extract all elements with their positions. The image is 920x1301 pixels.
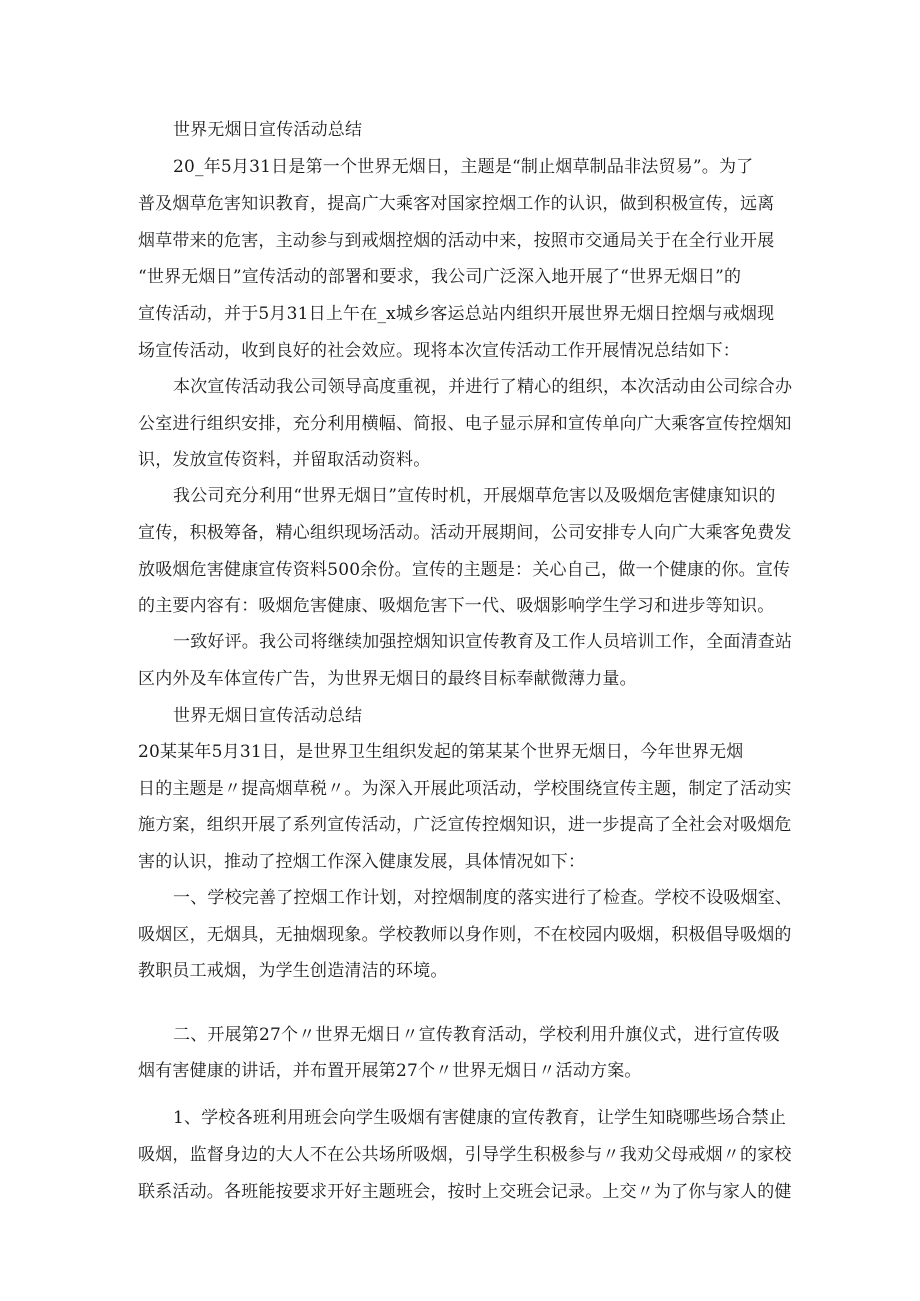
text-line: 害的认识，推动了控烟工作深入健康发展，具体情况如下： bbox=[138, 852, 586, 872]
text-line: 宣传活动，并于5月31日上午在_x城乡客运总站内组织开展世界无烟日控烟与戒烟现 bbox=[138, 304, 775, 324]
text-line: 识，发放宣传资料，并留取活动资料。 bbox=[138, 450, 431, 470]
text-line: 普及烟草危害知识教育，提高广大乘客对国家控烟工作的认识，做到积极宣传，远离 bbox=[138, 194, 775, 214]
text-line: 场宣传活动，收到良好的社会效应。现将本次宣传活动工作开展情况总结如下： bbox=[138, 341, 740, 361]
text-line: 一、学校完善了控烟工作计划，对控烟制度的落实进行了检查。学校不设吸烟室、 bbox=[173, 888, 793, 908]
text-line: 我公司充分利用“世界无烟日”宣传时机，开展烟草危害以及吸烟危害健康知识的 bbox=[173, 486, 776, 506]
text-line: 吸烟区，无烟具，无抽烟现象。学校教师以身作则，不在校园内吸烟，积极倡导吸烟的 bbox=[138, 925, 792, 945]
text-line: 日的主题是〃提高烟草税〃。为深入开展此项活动，学校围绕宣传主题，制定了活动实 bbox=[138, 779, 792, 799]
section-heading: 世界无烟日宣传活动总结 bbox=[173, 706, 363, 726]
text-line: 20_年5月31日是第一个世界无烟日，主题是“制止烟草制品非法贸易”。为了 bbox=[173, 157, 754, 177]
document-title: 世界无烟日宣传活动总结 bbox=[173, 120, 363, 140]
text-line: 1、学校各班利用班会向学生吸烟有害健康的宣传教育，让学生知晓哪些场合禁止 bbox=[173, 1108, 787, 1128]
text-line: 烟有害健康的讲话，并布置开展第27个〃世界无烟日〃活动方案。 bbox=[138, 1061, 642, 1081]
text-line: 吸烟，监督身边的大人不在公共场所吸烟，引导学生积极参与〃我劝父母戒烟〃的家校 bbox=[138, 1145, 792, 1165]
text-line: 20某某年5月31日，是世界卫生组织发起的第某某个世界无烟日，今年世界无烟 bbox=[138, 742, 744, 762]
text-line: 公室进行组织安排，充分利用横幅、简报、电子显示屏和宣传单向广大乘客宣传控烟知 bbox=[138, 414, 792, 434]
text-line: “世界无烟日”宣传活动的部署和要求，我公司广泛深入地开展了“世界无烟日”的 bbox=[138, 267, 742, 287]
text-line: 放吸烟危害健康宣传资料500余份。宣传的主题是：关心自己，做一个健康的你。宣传 bbox=[138, 560, 791, 580]
text-line: 本次宣传活动我公司领导高度重视，并进行了精心的组织，本次活动由公司综合办 bbox=[173, 377, 793, 397]
text-line: 施方案，组织开展了系列宣传活动，广泛宣传控烟知识，进一步提高了全社会对吸烟危 bbox=[138, 815, 792, 835]
text-line: 的主要内容有：吸烟危害健康、吸烟危害下一代、吸烟影响学生学习和进步等知识。 bbox=[138, 596, 775, 616]
text-line: 区内外及车体宣传广告，为世界无烟日的最终目标奉献微薄力量。 bbox=[138, 669, 637, 689]
text-line: 烟草带来的危害，主动参与到戒烟控烟的活动中来，按照市交通局关于在全行业开展 bbox=[138, 231, 775, 251]
text-line: 宣传，积极筹备，精心组织现场活动。活动开展期间，公司安排专人向广大乘客免费发 bbox=[138, 523, 792, 543]
text-line: 联系活动。各班能按要求开好主题班会，按时上交班会记录。上交〃为了你与家人的健 bbox=[138, 1182, 792, 1202]
text-line: 教职员工戒烟，为学生创造清洁的环境。 bbox=[138, 961, 448, 981]
text-line: 一致好评。我公司将继续加强控烟知识宣传教育及工作人员培训工作，全面清查站 bbox=[173, 632, 793, 652]
text-line: 二、开展第27个〃世界无烟日〃宣传教育活动，学校利用升旗仪式，进行宣传吸 bbox=[173, 1025, 780, 1045]
